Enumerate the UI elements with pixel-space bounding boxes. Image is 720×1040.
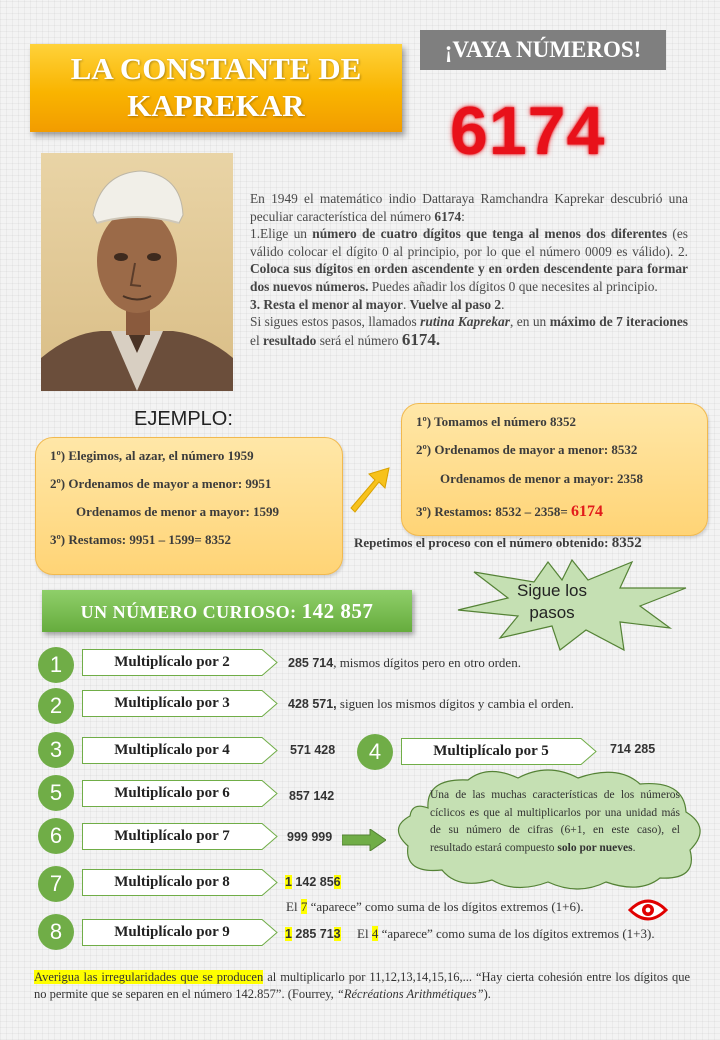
cloud-text: Una de las muchas características de los números cíclicos es que al multiplicarlos por una unidad más de su número de cifras (6+1, en este caso), el resultado estará compuesto solo por nueves. — [430, 789, 680, 854]
multiply-label-7 — [82, 869, 278, 896]
repeat-text: Repetimos el proceso con el número obtenido: 8352 — [354, 535, 642, 551]
example2-line-4: 3º) Restamos: 8532 – 2358= 6174 — [416, 503, 604, 520]
example1-line-1: 1º) Elegimos, al azar, el número 1959 — [50, 448, 254, 463]
multiply-label-text: Multiplícalo por 3 — [114, 695, 230, 711]
example-card-2 — [401, 403, 708, 536]
multiply-label-text: Multiplícalo por 9 — [114, 924, 230, 940]
step-result-5: 857 142 — [289, 789, 335, 803]
multiply-label-text: Multiplícalo por 6 — [114, 785, 230, 801]
tag-banner: ¡VAYA NÚMEROS! — [420, 30, 666, 70]
multiply-label-text: Multiplícalo por 7 — [114, 828, 230, 844]
kaprekar-portrait — [41, 153, 233, 391]
step-result-4: 714 285 — [610, 742, 656, 756]
multiply-label-3 — [82, 737, 278, 764]
example1-line-4: 3º) Restamos: 9951 – 1599= 8352 — [50, 532, 232, 547]
step-number-4: 4 — [357, 734, 393, 770]
main-title — [30, 44, 402, 132]
step-number-7: 7 — [38, 866, 74, 902]
intro-text: En 1949 el matemático indio Dattaraya Ramchandra Kaprekar descubrió una peculiar característica del número 6174: 1.Elige un número de cuatro dígitos que tenga al menos dos diferentes (es válido colocar el dígito 0 al principio, por lo que el número 0009 es válido). 2. Coloca sus dígitos en orden ascendente y en orden descendente para formar dos nuevos números. Puedes añadir los dígitos 0 que necesites al principio. 3. Resta el menor al mayor. Vuelve al paso 2. Si sigues estos pasos, llamados rutina Kaprekar, en un máximo de 7 iteraciones el resultado será el número 6174. — [250, 191, 688, 349]
multiply-label-text: Multiplícalo por 4 — [114, 742, 230, 758]
step-result-7: 1 142 856 — [285, 875, 341, 889]
step-number-8: 8 — [38, 914, 74, 950]
multiply-label-5 — [82, 780, 278, 807]
example1-line-2: 2º) Ordenamos de mayor a menor: 9951 — [50, 476, 272, 491]
step-number-3: 3 — [38, 732, 74, 768]
multiply-label-6 — [82, 823, 278, 850]
big-number: 6174 — [450, 93, 606, 169]
eye-icon — [628, 898, 668, 927]
note-7: El 7 “aparece” como suma de los dígitos extremos (1+6). — [286, 899, 584, 914]
multiply-label-1 — [82, 649, 278, 676]
step-result-1: 285 714, mismos dígitos pero en otro orden. — [288, 655, 521, 670]
multiply-label-4 — [401, 738, 597, 765]
note-8: El 4 “aparece” como suma de los dígitos extremos (1+3). — [357, 926, 655, 941]
step-number-5: 5 — [38, 775, 74, 811]
multiply-label-text: Multiplícalo por 2 — [114, 654, 230, 670]
title-line-2: KAPREKAR — [127, 88, 305, 123]
multiply-label-text: Multiplícalo por 5 — [433, 743, 549, 759]
multiply-label-2 — [82, 690, 278, 717]
star-text: Sigue los pasos — [517, 581, 587, 622]
multiply-label-8 — [82, 919, 278, 946]
step-result-6: 999 999 — [287, 830, 333, 844]
multiply-label-text: Multiplícalo por 8 — [114, 874, 230, 890]
curious-number-banner: UN NÚMERO CURIOSO: 142 857 — [42, 590, 412, 632]
title-line-1: LA CONSTANTE DE — [70, 51, 362, 86]
yellow-arrow-icon — [345, 462, 395, 519]
example-card-1 — [35, 437, 343, 575]
step-result-8: 1 285 713 — [285, 927, 341, 941]
example1-line-3: Ordenamos de menor a mayor: 1599 — [76, 504, 280, 519]
example2-line-1: 1º) Tomamos el número 8352 — [416, 414, 577, 429]
step-result-2: 428 571, siguen los mismos dígitos y cambia el orden. — [288, 696, 574, 711]
footer-text: Averigua las irregularidades que se producen al multiplicarlo por 11,12,13,14,15,16,... “Hay cierta cohesión entre los dígitos que no permite que se separen en el número 142.857”. (Fourrey, “Récréations Arithmétiques”). — [34, 970, 690, 1001]
step-number-6: 6 — [38, 818, 74, 854]
step-number-1: 1 — [38, 647, 74, 683]
green-arrow-icon — [342, 829, 386, 856]
example-heading: EJEMPLO: — [134, 408, 233, 430]
example2-line-3: Ordenamos de menor a mayor: 2358 — [440, 471, 644, 486]
step-number-2: 2 — [38, 688, 74, 724]
example2-line-2: 2º) Ordenamos de mayor a menor: 8532 — [416, 442, 638, 457]
step-result-3: 571 428 — [290, 743, 336, 757]
